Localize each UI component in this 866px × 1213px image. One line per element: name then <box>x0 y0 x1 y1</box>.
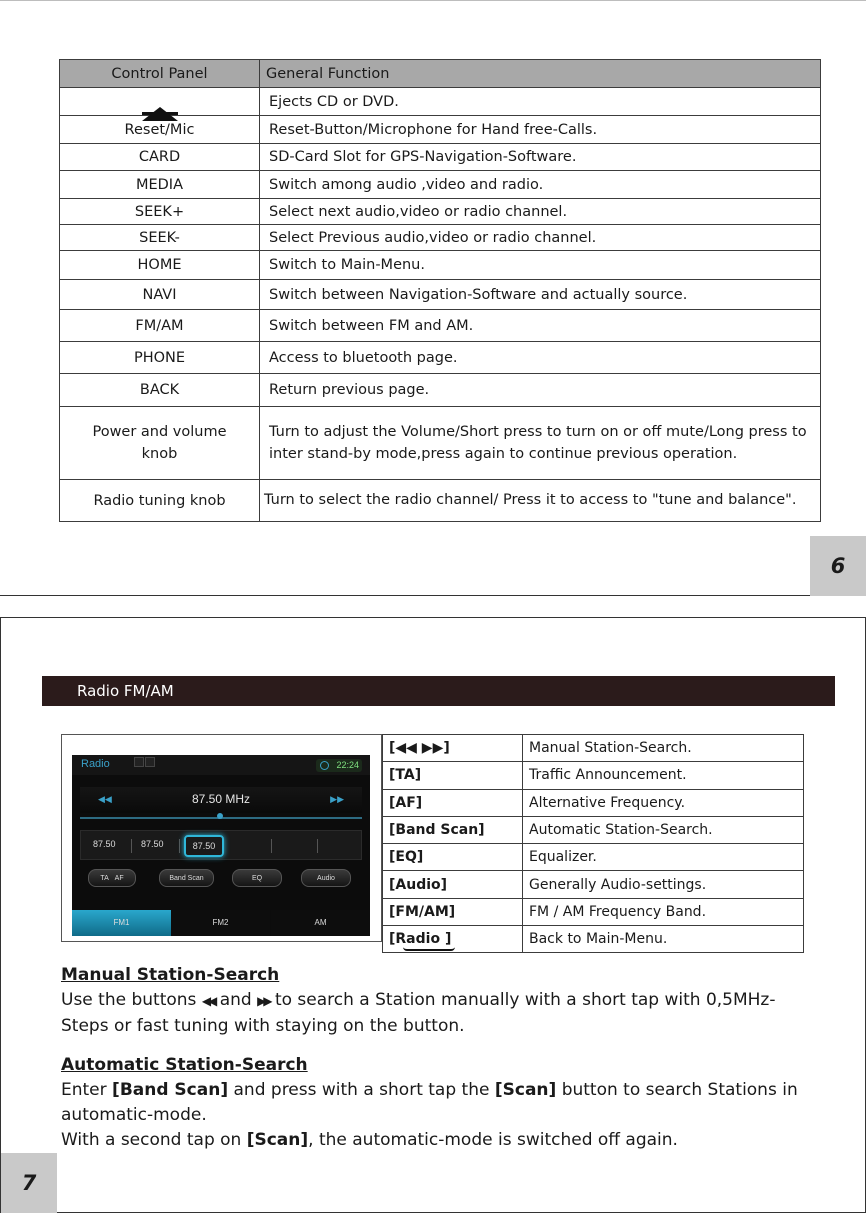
function-button-row <box>72 869 370 889</box>
text-fragment: Use the buttons <box>61 990 197 1010</box>
table-row <box>60 480 821 522</box>
function-cell: Select next audio,video or radio channel. <box>260 199 821 225</box>
legend-desc: Equalizer. <box>523 844 804 871</box>
function-cell: Reset-Button/Microphone for Hand free-Calls. <box>260 116 821 144</box>
legend-key: [EQ] <box>383 844 523 871</box>
legend-key: [Audio] <box>383 871 523 898</box>
radio-back-key: [Radio ] <box>389 931 452 948</box>
text-fragment: Enter <box>61 1080 107 1100</box>
function-cell: Switch between Navigation-Software and actually source. <box>260 280 821 310</box>
scan-label: [Scan] <box>494 1080 557 1100</box>
preset-button-selected[interactable]: 87.50 <box>184 835 224 857</box>
function-cell: SD-Card Slot for GPS-Navigation-Software. <box>260 144 821 171</box>
table-row <box>60 171 821 199</box>
control-cell: Power and volume knob <box>60 407 260 480</box>
function-cell: Select Previous audio,video or radio channel. <box>260 225 821 251</box>
legend-desc: Manual Station-Search. <box>523 735 804 762</box>
legend-key: [FM/AM] <box>383 898 523 925</box>
legend-desc: Traffic Announcement. <box>523 762 804 789</box>
table-row <box>60 88 821 116</box>
frequency-display: 87.50 MHz <box>191 792 251 806</box>
control-cell: CARD <box>60 144 260 171</box>
table-row <box>60 199 821 225</box>
legend-desc: Generally Audio-settings. <box>523 871 804 898</box>
control-cell: HOME <box>60 251 260 280</box>
clock-time: 22:24 <box>336 760 359 770</box>
function-cell: Switch between FM and AM. <box>260 310 821 342</box>
screen-clock <box>316 759 362 772</box>
audio-button[interactable]: Audio <box>301 869 351 887</box>
manual-search-heading: Manual Station-Search <box>61 965 280 985</box>
text-fragment: With a second tap on <box>61 1130 242 1150</box>
legend-row <box>383 844 804 871</box>
page-number: 7 <box>1 1153 57 1213</box>
text-fragment: , the automatic-mode is switched off again. <box>308 1130 678 1150</box>
tuning-slider-knob[interactable] <box>217 813 223 819</box>
status-square-icon <box>145 757 155 767</box>
control-cell: MEDIA <box>60 171 260 199</box>
band-scan-button[interactable]: Band Scan <box>159 869 214 887</box>
preset-divider <box>179 839 180 853</box>
column-header-control: Control Panel <box>60 60 260 88</box>
radio-screenshot <box>61 734 382 942</box>
auto-search-section <box>61 1053 821 1153</box>
legend-row <box>383 898 804 925</box>
legend-row <box>383 816 804 843</box>
eq-button[interactable]: EQ <box>232 869 282 887</box>
control-cell <box>60 88 260 116</box>
scan-label: [Scan] <box>246 1130 309 1150</box>
table-header-row <box>60 60 821 88</box>
af-label: AF <box>114 875 124 882</box>
table-row <box>60 407 821 480</box>
control-cell: SEEK+ <box>60 199 260 225</box>
legend-row <box>383 735 804 762</box>
tab-fm2[interactable]: FM2 <box>171 910 270 936</box>
table-row <box>60 310 821 342</box>
ta-af-button[interactable] <box>88 869 136 887</box>
legend-key <box>383 926 523 953</box>
control-panel-table <box>59 59 821 522</box>
legend-row <box>383 926 804 953</box>
legend-row <box>383 762 804 789</box>
text-fragment: button to search Stations in automatic-mode. <box>61 1080 798 1125</box>
manual-page-7 <box>0 617 866 1213</box>
tab-am[interactable]: AM <box>271 910 370 936</box>
function-cell: Turn to adjust the Volume/Short press to turn on or off mute/Long press to inter stand-by mode,press again to continue previous operation. <box>260 407 821 480</box>
control-cell: NAVI <box>60 280 260 310</box>
control-cell: FM/AM <box>60 310 260 342</box>
page-number: 6 <box>810 536 866 596</box>
column-header-function: General Function <box>260 60 821 88</box>
legend-row <box>383 871 804 898</box>
table-row <box>60 144 821 171</box>
tab-fm1[interactable]: FM1 <box>72 910 171 936</box>
radio-screen <box>72 755 370 936</box>
table-row <box>60 251 821 280</box>
table-row <box>60 225 821 251</box>
preset-bar <box>80 830 362 860</box>
preset-button[interactable]: 87.50 <box>141 839 164 849</box>
control-cell: SEEK- <box>60 225 260 251</box>
function-cell: Switch to Main-Menu. <box>260 251 821 280</box>
control-cell: PHONE <box>60 342 260 374</box>
function-cell: Turn to select the radio channel/ Press it to access to "tune and balance". <box>260 480 821 522</box>
manual-page-6 <box>0 0 866 596</box>
text-fragment: and press with a short tap the <box>233 1080 490 1100</box>
control-cell: Reset/Mic <box>60 116 260 144</box>
fast-forward-icon: ▶▶ <box>257 994 270 1008</box>
preset-divider <box>131 839 132 853</box>
auto-search-text <box>61 1078 821 1128</box>
preset-divider <box>317 839 318 853</box>
table-row <box>60 280 821 310</box>
section-title-bar: Radio FM/AM <box>42 676 835 706</box>
frequency-row <box>80 787 362 813</box>
legend-key: [◀◀ ▶▶] <box>383 735 523 762</box>
legend-desc: FM / AM Frequency Band. <box>523 898 804 925</box>
function-cell: Ejects CD or DVD. <box>260 88 821 116</box>
preset-divider <box>271 839 272 853</box>
radio-legend-table <box>382 734 804 953</box>
status-square-icon <box>134 757 144 767</box>
table-row <box>60 342 821 374</box>
auto-search-text-2 <box>61 1128 821 1153</box>
legend-row <box>383 789 804 816</box>
text-fragment: and <box>219 990 252 1010</box>
preset-button[interactable]: 87.50 <box>93 839 116 849</box>
function-cell: Access to bluetooth page. <box>260 342 821 374</box>
legend-desc: Back to Main-Menu. <box>523 926 804 953</box>
text-fragment: to search a Station manually with a short tap with 0,5MHz-Steps or fast tuning with staying on the button. <box>61 990 776 1036</box>
legend-desc: Alternative Frequency. <box>523 789 804 816</box>
control-cell: BACK <box>60 374 260 407</box>
eject-icon <box>142 88 178 115</box>
band-scan-label: [Band Scan] <box>112 1080 229 1100</box>
legend-key: [AF] <box>383 789 523 816</box>
control-cell: Radio tuning knob <box>60 480 260 522</box>
legend-desc: Automatic Station-Search. <box>523 816 804 843</box>
manual-search-text <box>61 988 821 1039</box>
manual-search-section <box>61 963 821 1039</box>
seek-forward-icon[interactable]: ▶▶ <box>330 794 344 804</box>
function-cell: Return previous page. <box>260 374 821 407</box>
function-cell: Switch among audio ,video and radio. <box>260 171 821 199</box>
table-row <box>60 116 821 144</box>
auto-search-heading: Automatic Station-Search <box>61 1055 308 1075</box>
table-row <box>60 374 821 407</box>
screen-topbar <box>72 755 370 775</box>
legend-key: [TA] <box>383 762 523 789</box>
ta-label: TA <box>100 875 109 882</box>
rewind-icon: ◀◀ <box>201 994 215 1008</box>
clock-icon <box>320 761 329 770</box>
legend-key: [Band Scan] <box>383 816 523 843</box>
page-gap <box>0 596 866 617</box>
seek-back-icon[interactable]: ◀◀ <box>98 794 112 804</box>
screen-title: Radio <box>81 758 110 770</box>
band-tabs <box>72 910 370 936</box>
